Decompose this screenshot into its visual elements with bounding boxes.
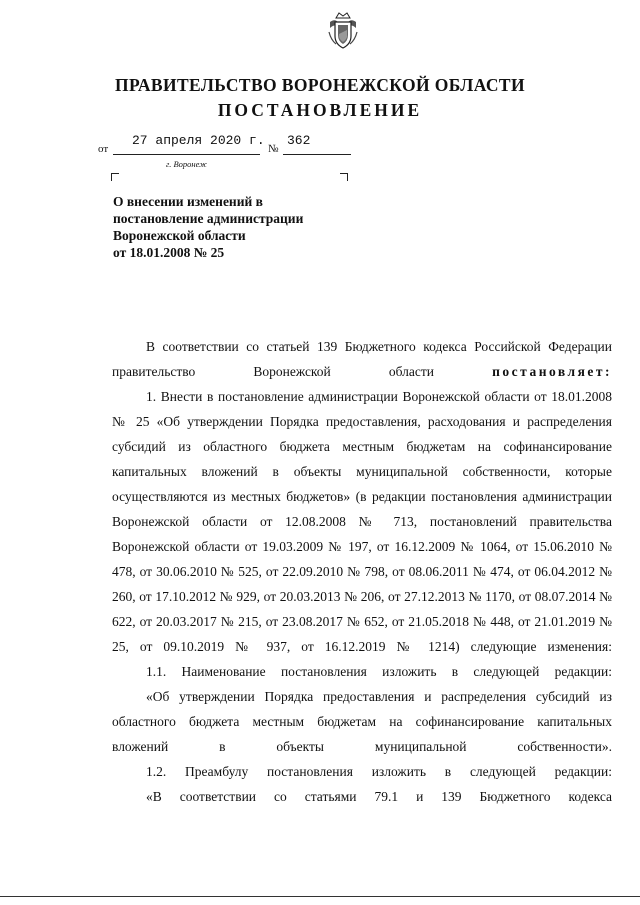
- document-date: 27 апреля 2020 г.: [132, 133, 265, 148]
- paragraph-preamble: [112, 334, 612, 384]
- page-bottom-rule: [0, 896, 640, 897]
- from-label: от: [98, 143, 109, 155]
- paragraph-item-1: 1. Внести в постановление администрации Воронежской области от 18.01.2008 № 25 «Об утверждении Порядка предоставления, расходования и распределения субсидий из областного бюджета местным бюджетам на софинансирование капитальных вложений в объекты муниципальной собственности, которые осуществляются из местных бюджетов» (в редакции постановления администрации Воронежской области от 12.08.2008 № 713, постановлений правительства Воронежской области от 19.03.2009 № 197, от 16.12.2009 № 1064, от 15.06.2010 № 478, от 30.06.2010 № 525, от 22.09.2010 № 798, от 08.06.2011 № 474, от 06.04.2012 № 260, от 17.10.2012 № 929, от 20.03.2013 № 206, от 27.12.2013 № 1170, от 08.07.2014 № 622, от 20.03.2017 № 215, от 23.08.2017 № 652, от 21.05.2018 № 448, от 21.01.2019 № 25, от 09.10.2019 № 937, от 16.12.2019 № 1214) следующие изменения:: [112, 389, 612, 654]
- number-label: №: [268, 143, 279, 155]
- document-type-title: ПОСТАНОВЛЕНИЕ: [217, 100, 423, 120]
- paragraph-item-1-1: 1.1. Наименование постановления изложить в следующей редакции:: [146, 664, 612, 679]
- subject-line: постановление администрации: [113, 211, 304, 226]
- document-number: 362: [287, 133, 311, 148]
- date-underline: [113, 154, 260, 155]
- organization-title: ПРАВИТЕЛЬСТВО ВОРОНЕЖСКОЙ ОБЛАСТИ: [114, 75, 526, 95]
- paragraph-item-1-2: 1.2. Преамбулу постановления изложить в следующей редакции:: [146, 764, 612, 779]
- paragraph-new-title: «Об утверждении Порядка предоставления и распределения субсидий из областного бюджета местным бюджетам на софинансирование капитальных вложений в объекты муниципальной собственности».: [112, 689, 612, 754]
- subject-line: Воронежской области: [113, 228, 246, 243]
- subject-corner-left: [111, 173, 119, 181]
- decree-keyword: постановляет:: [492, 364, 612, 379]
- paragraph-quote-start: «В соответствии со статьями 79.1 и 139 Бюджетного кодекса: [146, 789, 612, 804]
- city-label: г. Воронеж: [166, 159, 208, 169]
- subject-corner-right: [340, 173, 348, 181]
- subject-line: О внесении изменений в: [113, 194, 263, 209]
- document-body: [112, 334, 612, 809]
- document-subject: [113, 193, 413, 261]
- subject-line: от 18.01.2008 № 25: [113, 245, 225, 260]
- preamble-text: В соответствии со статьей 139 Бюджетного кодекса Российской Федерации правительство Воронежской области: [112, 339, 612, 379]
- number-underline: [283, 154, 351, 155]
- coat-of-arms-emblem: [326, 10, 360, 52]
